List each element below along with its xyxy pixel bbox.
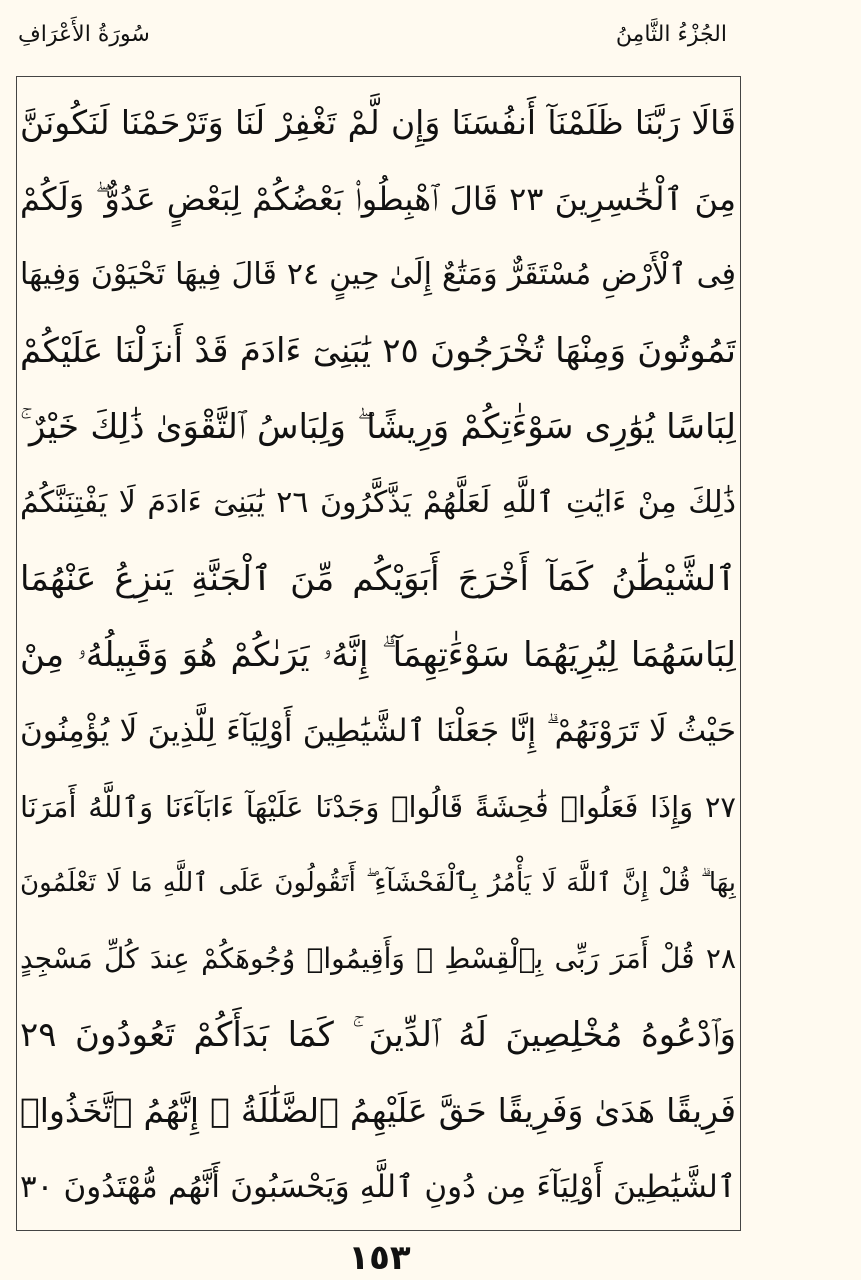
verse-line-1: قَالَا رَبَّنَا ظَلَمْنَآ أَنفُسَنَا وَإِن لَّمْ تَغْفِرْ لَنَا وَتَرْحَمْنَا لَنَكُونَنَّ (20, 103, 736, 142)
verse-line-15: ٱلشَّيَٰطِينَ أَوْلِيَآءَ مِن دُونِ ٱللَّهِ وَيَحْسَبُونَ أَنَّهُم مُّهْتَدُونَ ٣٠ (20, 1169, 736, 1205)
surah-name: سُورَةُ الأَعْرَافِ (18, 22, 150, 47)
verse-line-7: ٱلشَّيْطَٰنُ كَمَآ أَخْرَجَ أَبَوَيْكُم مِّنَ ٱلْجَنَّةِ يَنزِعُ عَنْهُمَا (20, 559, 736, 599)
verse-line-6: ذَٰلِكَ مِنْ ءَايَٰتِ ٱللَّهِ لَعَلَّهُمْ يَذَّكَّرُونَ ٢٦ يَٰبَنِىٓ ءَادَمَ لَا يَفْتِنَنَّكُمُ (20, 485, 736, 520)
juz-name: الجُزْءُ الثَّامِنُ (615, 22, 727, 47)
verse-line-10: ٢٧ وَإِذَا فَعَلُوا۟ فَٰحِشَةً قَالُوا۟ وَجَدْنَا عَلَيْهَآ ءَابَآءَنَا وَٱللَّهُ أَمَرَنَا (20, 790, 736, 824)
page-number: ١٥٣ (348, 1238, 411, 1278)
verse-line-2: مِنَ ٱلْخَٰسِرِينَ ٢٣ قَالَ ٱهْبِطُوا۟ بَعْضُكُمْ لِبَعْضٍ عَدُوٌّ ۖ وَلَكُمْ (20, 180, 736, 218)
verse-line-13: وَٱدْعُوهُ مُخْلِصِينَ لَهُ ٱلدِّينَ ۚ كَمَا بَدَأَكُمْ تَعُودُونَ ٢٩ (20, 1015, 736, 1055)
verse-line-3: فِى ٱلْأَرْضِ مُسْتَقَرٌّ وَمَتَٰعٌ إِلَىٰ حِينٍ ٢٤ قَالَ فِيهَا تَحْيَوْنَ وَفِيهَا (20, 257, 736, 292)
verse-line-12: ٢٨ قُلْ أَمَرَ رَبِّى بِٱلْقِسْطِ ۖ وَأَقِيمُوا۟ وُجُوهَكُمْ عِندَ كُلِّ مَسْجِدٍ (20, 942, 736, 975)
verse-text-block (20, 88, 736, 1228)
verse-line-8: لِبَاسَهُمَا لِيُرِيَهُمَا سَوْءَٰتِهِمَآ ۗ إِنَّهُۥ يَرَىٰكُمْ هُوَ وَقَبِيلُهُۥ مِنْ (20, 635, 736, 675)
verse-line-5: لِبَاسًا يُوَٰرِى سَوْءَٰتِكُمْ وَرِيشًا ۖ وَلِبَاسُ ٱلتَّقْوَىٰ ذَٰلِكَ خَيْرٌ ۚ (20, 407, 736, 447)
verse-line-11: بِهَا ۗ قُلْ إِنَّ ٱللَّهَ لَا يَأْمُرُ بِٱلْفَحْشَآءِ ۖ أَتَقُولُونَ عَلَى ٱللَّهِ مَا لَا تَعْلَمُونَ (20, 868, 736, 898)
verse-line-14: فَرِيقًا هَدَىٰ وَفَرِيقًا حَقَّ عَلَيْهِمُ ٱلضَّلَٰلَةُ ۗ إِنَّهُمُ ٱتَّخَذُوا۟ (20, 1091, 736, 1130)
verse-line-4: تَمُوتُونَ وَمِنْهَا تُخْرَجُونَ ٢٥ يَٰبَنِىٓ ءَادَمَ قَدْ أَنزَلْنَا عَلَيْكُمْ (20, 331, 736, 371)
verse-line-9: حَيْثُ لَا تَرَوْنَهُمْ ۗ إِنَّا جَعَلْنَا ٱلشَّيَٰطِينَ أَوْلِيَآءَ لِلَّذِينَ لَا يُؤْمِنُونَ (20, 713, 736, 749)
